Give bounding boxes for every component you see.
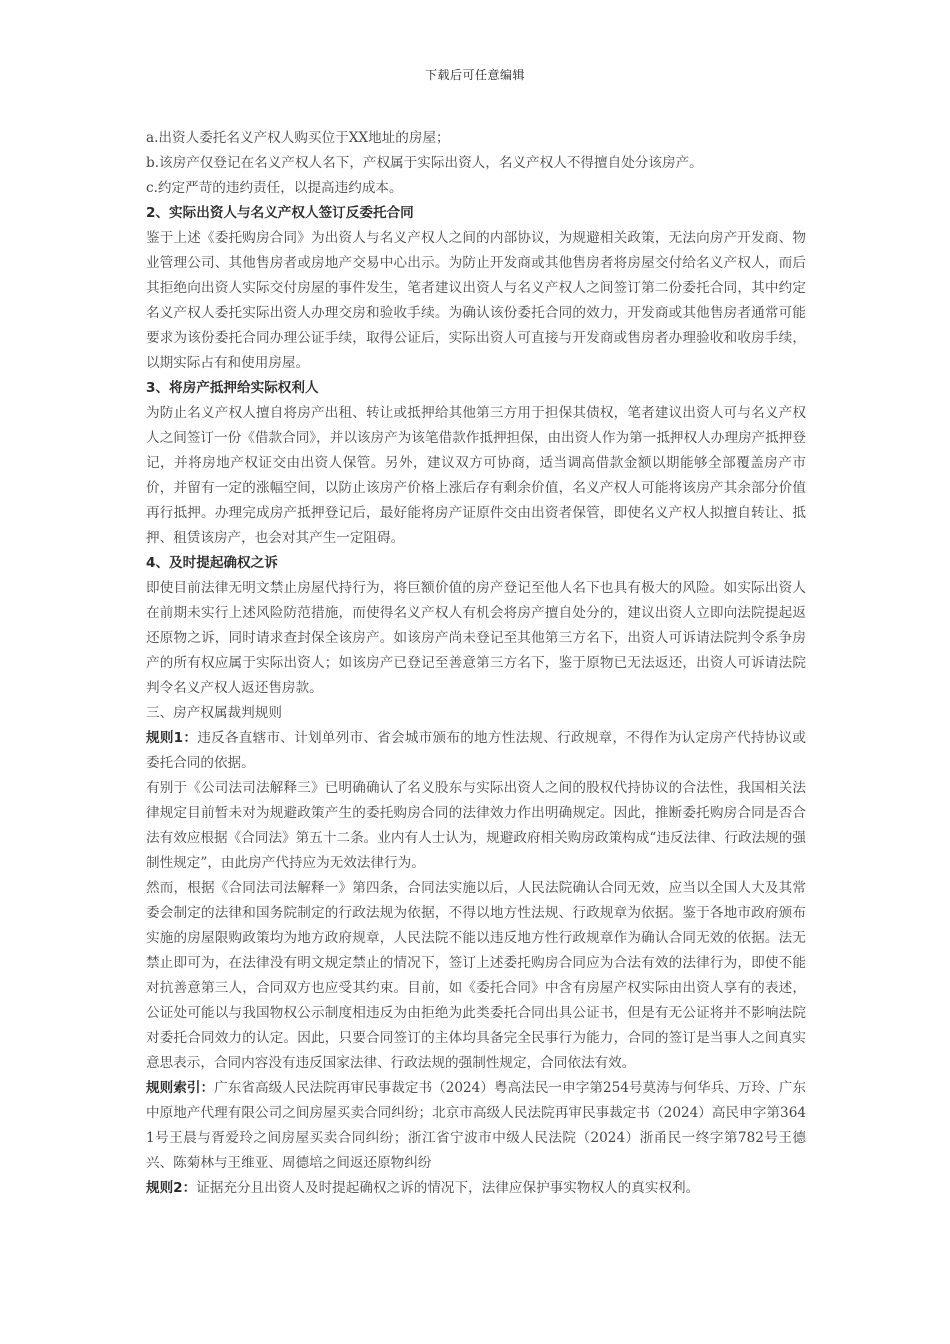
rule-index-label: 规则索引： <box>146 1080 215 1096</box>
paragraph-distinct: 有别于《公司法司法解释三》已明确确认了名义股东与实际出资人之间的股权代持协议的合法性，我国相关法律规定目前暂未对为规避政策产生的委托购房合同的法律效力作出明确规定。因此，推断委托购房合同是否合法有效应根据《合同法》第五十二条。业内有人士认为，规避政府相关购房政策构成“违反法律、行政法规的强制性规定”，由此房产代持应为无效法律行为。 <box>146 780 806 871</box>
rule-1 <box>146 726 806 776</box>
page-header: 下载后可任意编辑 <box>424 68 525 82</box>
section-title-rules: 三、房产权属裁判规则 <box>146 705 282 721</box>
rule-2 <box>146 1176 806 1201</box>
paragraph-mortgage: 为防止名义产权人擅自将房产出租、转让或抵押给其他第三方用于担保其债权，笔者建议出资人可与名义产权人之间签订一份《借款合同》，并以该房产为该笔借款作抵押担保，由出资人作为第一抵押权人办理房产抵押登记，并将房地产权证交由出资人保管。另外，建议双方可协商，适当调高借款金额以期能够全部覆盖房产市价，并留有一定的涨幅空间，以防止该房产价格上涨后存有剩余价值，名义产权人可能将该房产其余部分价值再行抵押。办理完成房产抵押登记后，最好能将房产证原件交由出资者保管，即使名义产权人拟擅自转让、抵押、租赁该房产，也会对其产生一定阻碍。 <box>146 405 806 546</box>
paragraph-lawsuit: 即使目前法律无明文禁止房屋代持行为，将巨额价值的房产登记至他人名下也具有极大的风险。如实际出资人在前期未实行上述风险防范措施，而使得名义产权人有机会将房产擅自处分的，建议出资人立即向法院提起返还原物之诉，同时请求查封保全该房产。如该房产尚未登记至其他第三方名下，出资人可诉请法院判令系争房产的所有权应属于实际出资人；如该房产已登记至善意第三方名下，鉴于原物已无法返还，出资人可诉请法院判令名义产权人返还售房款。 <box>146 580 806 696</box>
rule-1-text: 违反各直辖市、计划单列市、省会城市颁布的地方性法规、行政规章，不得作为认定房产代持协议或委托合同的依据。 <box>146 730 806 771</box>
paragraph-reverse-contract: 鉴于上述《委托购房合同》为出资人与名义产权人之间的内部协议，为规避相关政策，无法向房产开发商、物业管理公司、其他售房者或房地产交易中心出示。为防止开发商或其他售房者将房屋交付给名义产权人，而后其拒绝向出资人实际交付房屋的事件发生，笔者建议出资人与名义产权人之间签订第二份委托合同，其中约定名义产权人委托实际出资人办理交房和验收手续。为确认该份委托合同的效力，开发商或其他售房者通常可能要求为该份委托合同办理公证手续，取得公证后，实际出资人可直接与开发商或售房者办理验收和收房手续，以期实际占有和使用房屋。 <box>146 230 806 371</box>
rule-index <box>146 1076 806 1176</box>
rule-2-label: 规则2： <box>146 1180 197 1196</box>
document-body <box>146 126 806 1201</box>
rule-2-text: 证据充分且出资人及时提起确权之诉的情况下，法律应保护事实物权人的真实权利。 <box>196 1180 700 1196</box>
heading-mortgage: 3、将房产抵押给实际权利人 <box>146 380 319 396</box>
list-item-b: b.该房产仅登记在名义产权人名下，产权属于实际出资人，名义产权人不得擅自处分该房产。 <box>146 155 703 171</box>
rule-1-label: 规则1： <box>146 730 198 746</box>
paragraph-however: 然而，根据《合同法司法解释一》第四条，合同法实施以后，人民法院确认合同无效，应当以全国人大及其常委会制定的法律和国务院制定的行政法规为依据，不得以地方性法规、行政规章为依据。鉴于各地市政府颁布实施的房屋限购政策均为地方政府规章，人民法院不能以违反地方性行政规章作为确认合同无效的依据。法无禁止即可为，在法律没有明文规定禁止的情况下，签订上述委托购房合同应为合法有效的法律行为，即使不能对抗善意第三人，合同双方也应受其约束。目前，如《委托合同》中含有房屋产权实际由出资人享有的表述，公证处可能以与我国物权公示制度相违反为由拒绝为此类委托合同出具公证书，但是有无公证将并不影响法院对委托合同效力的认定。因此，只要合同签订的主体均具备完全民事行为能力，合同的签订是当事人之间真实意思表示，合同内容没有违反国家法律、行政法规的强制性规定，合同依法有效。 <box>146 880 806 1071</box>
heading-reverse-contract: 2、实际出资人与名义产权人签订反委托合同 <box>146 205 414 221</box>
rule-index-text: 广东省高级人民法院再审民事裁定书（2024）粤高法民一申字第254号莫涛与何华兵、万玲、广东中原地产代理有限公司之间房屋买卖合同纠纷；北京市高级人民法院再审民事裁定书（2024）高民申字第3641号王晨与胥爱玲之间房屋买卖合同纠纷；浙江省宁波市中级人民法院（2024）浙甬民一终字第782号王德兴、陈菊林与王维亚、周德培之间返还原物纠纷 <box>146 1080 807 1171</box>
list-item-c: c.约定严苛的违约责任，以提高违约成本。 <box>146 180 403 196</box>
heading-lawsuit: 4、及时提起确权之诉 <box>146 555 278 571</box>
list-item-a: a.出资人委托名义产权人购买位于XX地址的房屋； <box>146 130 450 146</box>
